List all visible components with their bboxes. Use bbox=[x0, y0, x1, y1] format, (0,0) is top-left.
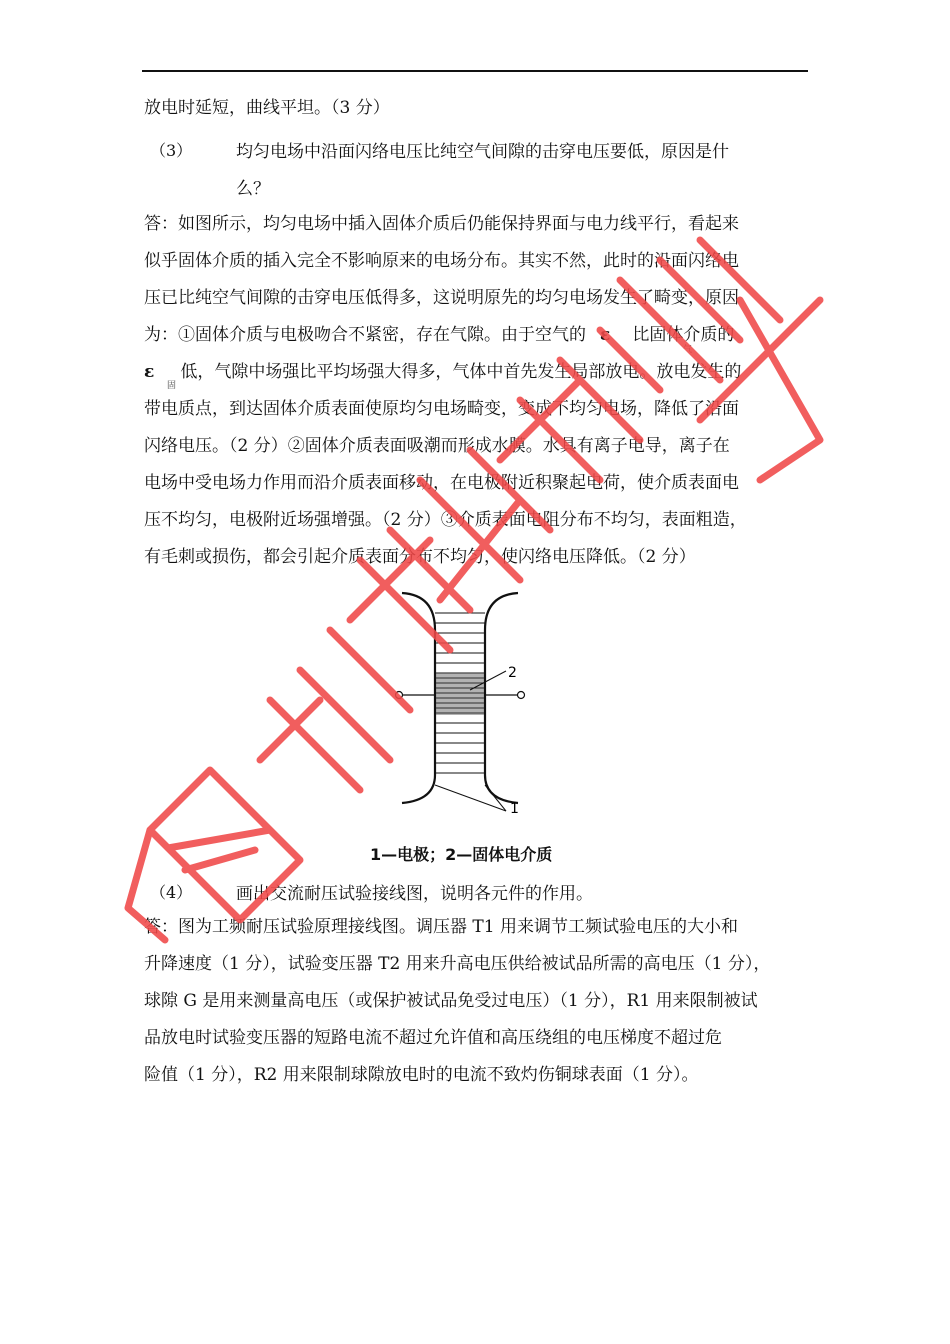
question-3-text-cont: 么？ bbox=[236, 179, 270, 199]
question-4-number: （4） bbox=[150, 883, 193, 902]
answer-4-line: 球隙 G 是用来测量高电压（或保护被试品免受过电压）（1 分），R1 用来限制被试 bbox=[144, 991, 758, 1011]
answer-3-line: 压不均匀，电极附近场强增强。（2 分）③介质表面电阻分布不均匀，表面粗造， bbox=[144, 510, 747, 530]
right-electrode bbox=[485, 593, 518, 803]
answer-3-line: 答：如图所示，均匀电场中插入固体介质后仍能保持界面与电力线平行，看起来 bbox=[144, 214, 739, 234]
answer-3-text: 为：①固体介质与电极吻合不紧密，存在气隙。由于空气的 bbox=[144, 325, 586, 345]
epsilon-subscript-air: 气 bbox=[683, 345, 693, 355]
answer-3-text: 低，气隙中场强比平均场强大得多，气体中首先发生局部放电。放电发生的 bbox=[180, 362, 742, 382]
epsilon-subscript-solid: 固 bbox=[167, 381, 177, 391]
label-1: 1 bbox=[510, 801, 519, 815]
figure-caption: 1—电极；2—固体电介质 bbox=[370, 845, 553, 864]
right-terminal bbox=[518, 692, 525, 699]
electrode-figure bbox=[380, 585, 540, 815]
left-electrode bbox=[402, 593, 435, 803]
answer-4-line: 险值（1 分），R2 用来限制球隙放电时的电流不致灼伤铜球表面（1 分）。 bbox=[144, 1065, 699, 1085]
answer-4-line: 品放电时试验变压器的短路电流不超过允许值和高压绕组的电压梯度不超过危 bbox=[144, 1028, 722, 1048]
question-4-text: 画出交流耐压试验接线图，说明各元件的作用。 bbox=[236, 884, 593, 904]
answer-3-text: 比固体介质的 bbox=[632, 325, 735, 345]
question-3-text: 均匀电场中沿面闪络电压比纯空气间隙的击穿电压要低，原因是什 bbox=[236, 142, 729, 162]
answer-3-line: 电场中受电场力作用而沿介质表面移动，在电极附近积聚起电荷，使介质表面电 bbox=[144, 473, 739, 493]
answer-4-line: 升降速度（1 分），试验变压器 T2 用来升高电压供给被试品所需的高电压（1 分）， bbox=[144, 954, 771, 974]
intro-line: 放电时延短，曲线平坦。（3 分） bbox=[144, 98, 390, 118]
answer-3-line: 带电质点，到达固体介质表面使原均匀电场畸变，变成不均匀电场，降低了沿面 bbox=[144, 399, 739, 419]
answer-3-line: 压已比纯空气间隙的击穿电压低得多，这说明原先的均匀电场发生了畸变，原因 bbox=[144, 288, 739, 308]
left-terminal bbox=[396, 692, 403, 699]
question-3-number: （3） bbox=[150, 141, 193, 160]
answer-3-line: 闪络电压。（2 分）②固体介质表面吸潮而形成水膜。水具有离子电导，离子在 bbox=[144, 436, 730, 456]
header-rule bbox=[142, 70, 808, 72]
label-2: 2 bbox=[508, 665, 517, 681]
answer-3-line: 有毛刺或损伤，都会引起介质表面分布不均匀，使闪络电压降低。（2 分） bbox=[144, 547, 696, 567]
epsilon-symbol: ε bbox=[144, 362, 155, 382]
answer-4-line: 答：图为工频耐压试验原理接线图。调压器 T1 用来调节工频试验电压的大小和 bbox=[144, 917, 738, 937]
solid-dielectric bbox=[436, 673, 484, 715]
epsilon-symbol: ε bbox=[600, 325, 611, 345]
answer-3-line: 似乎固体介质的插入完全不影响原来的电场分布。其实不然，此时的沿面闪络电 bbox=[144, 251, 739, 271]
answer-3-line bbox=[144, 323, 734, 347]
answer-3-line bbox=[144, 360, 741, 384]
